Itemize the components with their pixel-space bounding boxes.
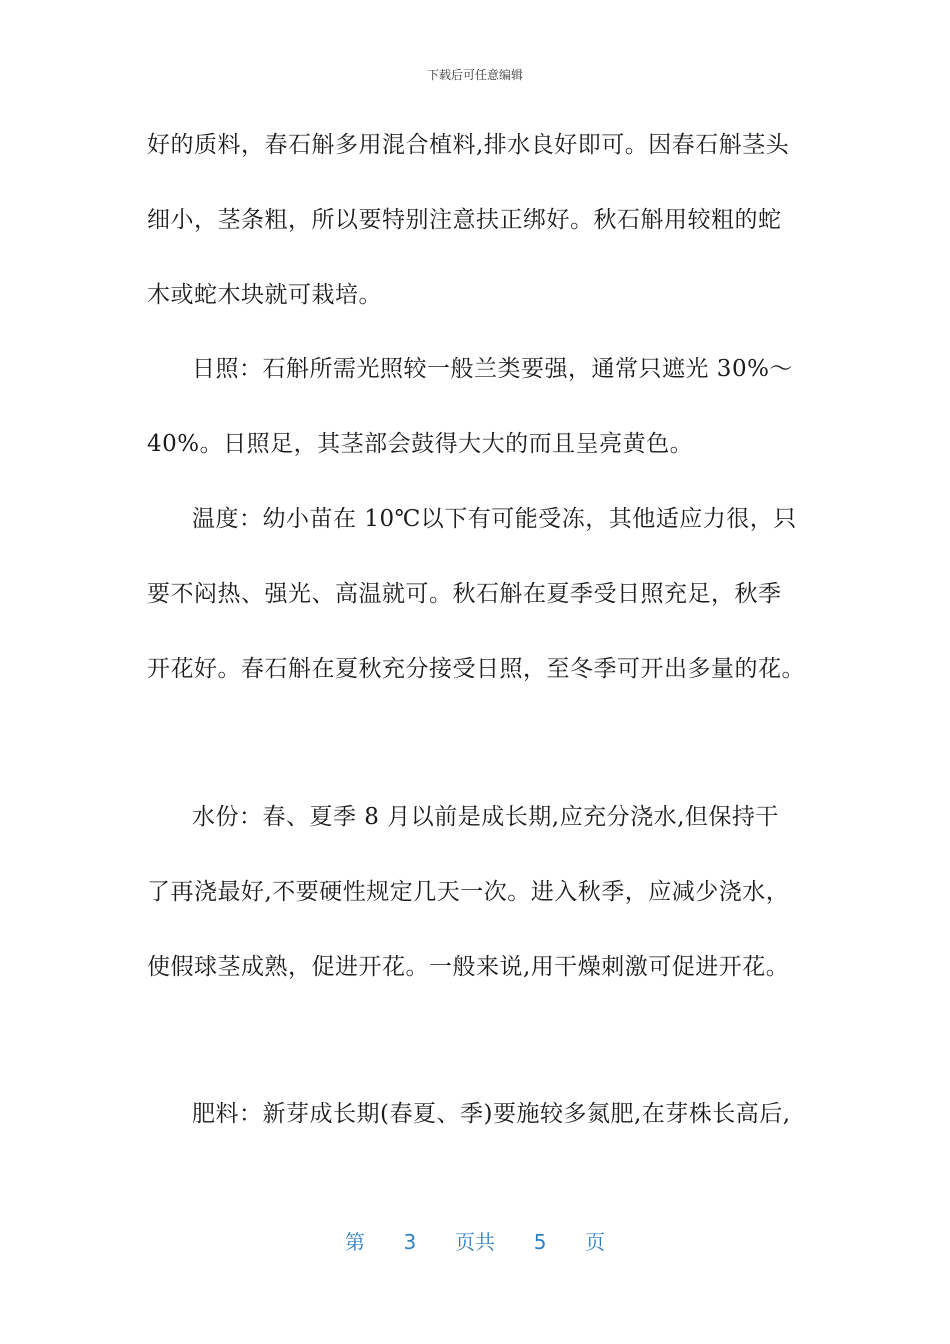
page-prefix: 第 xyxy=(344,1230,365,1254)
body-line-4: 日照：石斛所需光照较一般兰类要强，通常只遮光 30%～ xyxy=(192,356,793,382)
body-line-8: 开花好。春石斛在夏秋充分接受日照，至冬季可开出多量的花。 xyxy=(147,656,805,682)
body-line-2: 细小，茎条粗，所以要特别注意扶正绑好。秋石斛用较粗的蛇 xyxy=(147,207,782,233)
body-line-5: 40%。日照足，其茎部会鼓得大大的而且呈亮黄色。 xyxy=(147,431,694,457)
body-line-12: 肥料：新芽成长期(春夏、季)要施较多氮肥,在芽株长高后, xyxy=(192,1101,791,1127)
body-line-11: 使假球茎成熟，促进开花。一般来说,用干燥刺激可促进开花。 xyxy=(147,954,790,980)
current-page-number: 3 xyxy=(403,1230,417,1254)
page-footer xyxy=(0,1226,950,1255)
header-note: 下载后可任意编辑 xyxy=(426,68,523,82)
body-line-7: 要不闷热、强光、高温就可。秋石斛在夏季受日照充足，秋季 xyxy=(147,581,782,607)
body-line-6: 温度：幼小苗在 10℃以下有可能受冻，其他适应力很，只 xyxy=(192,506,797,532)
body-line-1: 好的质料，春石斛多用混合植料,排水良好即可。因春石斛茎头 xyxy=(147,132,790,158)
body-line-9: 水份：春、夏季 8 月以前是成长期,应充分浇水,但保持干 xyxy=(192,804,779,830)
body-line-10: 了再浇最好,不要硬性规定几天一次。进入秋季，应减少浇水， xyxy=(147,879,790,905)
body-line-3: 木或蛇木块就可栽培。 xyxy=(147,282,382,308)
total-pages-number: 5 xyxy=(533,1230,547,1254)
page-mid-text: 页共 xyxy=(455,1230,495,1254)
page-suffix: 页 xyxy=(585,1230,606,1254)
